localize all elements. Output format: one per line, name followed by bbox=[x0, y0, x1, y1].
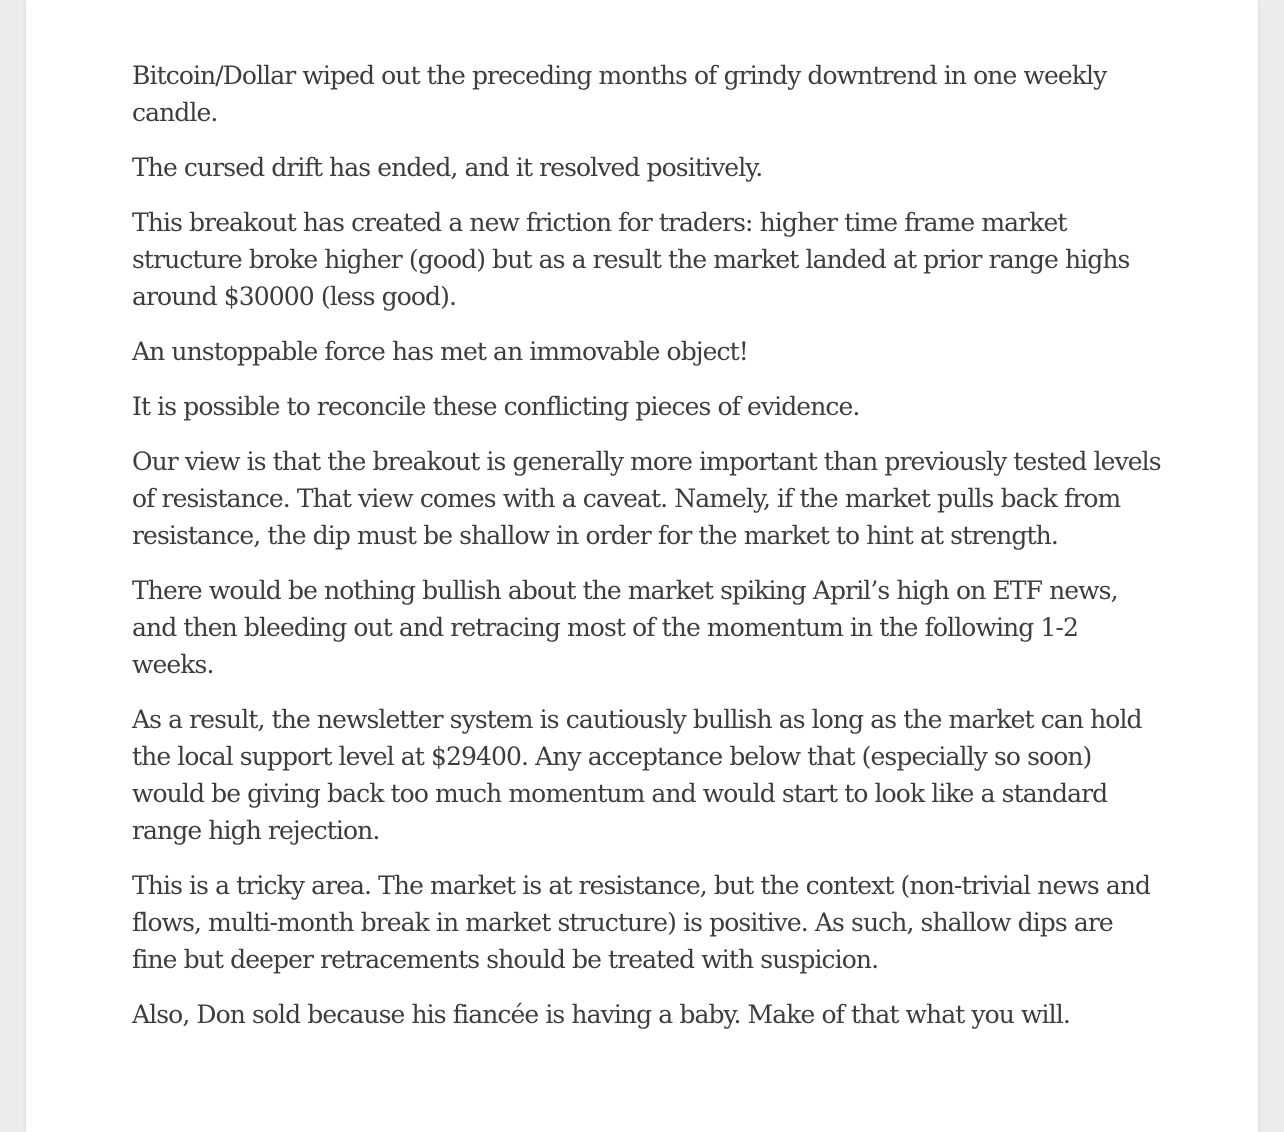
paragraph-don: Also, Don sold because his fiancée is having a baby. Make of that what you will. bbox=[132, 1000, 1070, 1029]
paragraph-support: As a result, the newsletter system is cautiously bullish as long as the market can hold the local support level at $29400. Any acceptance below that (especially so soon) would be giving back too much momentum and would start to look like a standard range high rejection. bbox=[132, 705, 1142, 845]
paragraph-view: Our view is that the breakout is generally more important than previously tested levels of resistance. That view comes with a caveat. Namely, if the market pulls back from resistance, the dip must be shallow in order for the market to hint at strength. bbox=[132, 447, 1161, 550]
paragraph-force: An unstoppable force has met an immovable object! bbox=[132, 337, 748, 366]
paragraph-friction: This breakout has created a new friction for traders: higher time frame market structure broke higher (good) but as a result the market landed at prior range highs around $30000 (less good). bbox=[132, 208, 1130, 311]
document-page bbox=[26, 0, 1258, 1132]
paragraph-intro: Bitcoin/Dollar wiped out the preceding months of grindy downtrend in one weekly candle. bbox=[132, 61, 1107, 127]
paragraph-bullish: There would be nothing bullish about the market spiking April’s high on ETF news, and then bleeding out and retracing most of the momentum in the following 1-2 weeks. bbox=[132, 576, 1118, 679]
article-body bbox=[132, 57, 1162, 1051]
paragraph-drift: The cursed drift has ended, and it resolved positively. bbox=[132, 153, 763, 182]
paragraph-tricky: This is a tricky area. The market is at resistance, but the context (non-trivial news and flows, multi-month break in market structure) is positive. As such, shallow dips are fine but deeper retracements should be treated with suspicion. bbox=[132, 871, 1151, 974]
paragraph-reconcile: It is possible to reconcile these conflicting pieces of evidence. bbox=[132, 392, 860, 421]
